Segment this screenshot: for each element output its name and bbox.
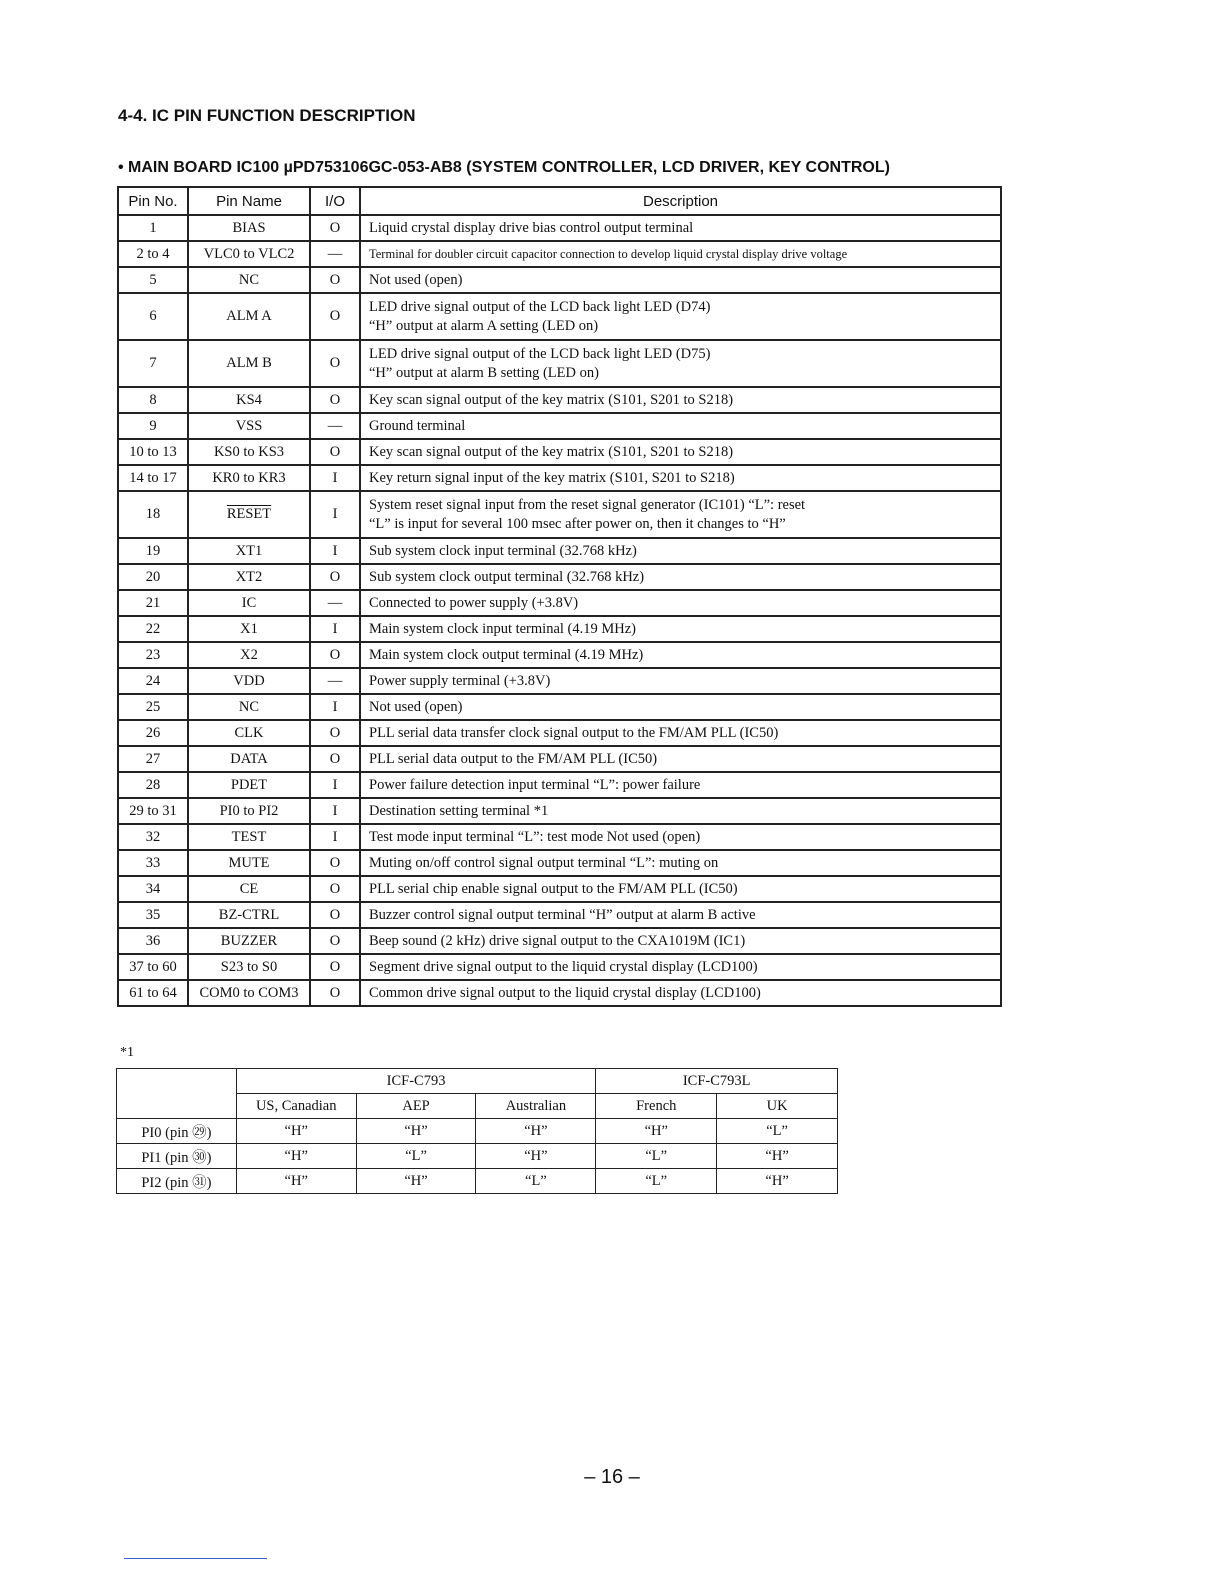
- pin-description: [360, 413, 1001, 439]
- table-row: [118, 215, 1001, 241]
- pin-name: [188, 720, 310, 746]
- table-row: [118, 668, 1001, 694]
- table-row: [118, 616, 1001, 642]
- pin-name-text: CLK: [234, 724, 264, 741]
- description-line: Power supply terminal (+3.8V): [369, 672, 551, 689]
- pin-name-text: BUZZER: [220, 932, 278, 949]
- pin-name-text: DATA: [230, 750, 268, 767]
- pin-name: [188, 980, 310, 1006]
- pin-name-text: COM0 to COM3: [199, 984, 299, 1001]
- pin-name: [188, 293, 310, 340]
- pin-io: O: [310, 902, 360, 928]
- table-row: [118, 590, 1001, 616]
- cell: “L”: [596, 1144, 717, 1169]
- pin-no: 19: [118, 538, 188, 564]
- table-row: [118, 876, 1001, 902]
- pin-name: [188, 824, 310, 850]
- pin-description: [360, 590, 1001, 616]
- pin-name: [188, 902, 310, 928]
- pin-name-text: TEST: [231, 828, 267, 845]
- description-line: Common drive signal output to the liquid crystal display (LCD100): [369, 984, 761, 1001]
- bottom-rule: [124, 1558, 267, 1559]
- page-number: – 16 –: [584, 1466, 640, 1488]
- pin-no: 10 to 13: [118, 439, 188, 465]
- cell: “L”: [717, 1119, 838, 1144]
- table-row: [118, 564, 1001, 590]
- pin-name: [188, 668, 310, 694]
- cell: “L”: [596, 1169, 717, 1194]
- pin-no: 34: [118, 876, 188, 902]
- table-row: [118, 824, 1001, 850]
- pin-name-text: KS0 to KS3: [213, 443, 285, 460]
- model-icf-c793l: ICF-C793L: [596, 1069, 838, 1094]
- pin-name-text: NC: [238, 271, 260, 288]
- pin-io: I: [310, 538, 360, 564]
- footnote-mark: *1: [120, 1045, 134, 1060]
- cell: “H”: [717, 1144, 838, 1169]
- pin-io: O: [310, 439, 360, 465]
- pin-description: [360, 824, 1001, 850]
- pin-io: O: [310, 340, 360, 387]
- section-title: 4-4. IC PIN FUNCTION DESCRIPTION: [118, 106, 416, 125]
- table-row: [118, 980, 1001, 1006]
- pin-description: [360, 465, 1001, 491]
- table-row: [118, 465, 1001, 491]
- pin-description: [360, 902, 1001, 928]
- pin-no: 7: [118, 340, 188, 387]
- pin-name-text: XT1: [235, 542, 263, 559]
- cell: “H”: [236, 1144, 356, 1169]
- pin-name: [188, 241, 310, 267]
- pin-description: [360, 215, 1001, 241]
- cell: “H”: [236, 1169, 356, 1194]
- pin-no: 14 to 17: [118, 465, 188, 491]
- pin-name: [188, 616, 310, 642]
- pin-no: 22: [118, 616, 188, 642]
- header-description: Description: [360, 187, 1001, 215]
- model-icf-c793: ICF-C793: [236, 1069, 596, 1094]
- table-row: [118, 746, 1001, 772]
- pin-name-text: X1: [240, 620, 258, 637]
- pin-io: O: [310, 293, 360, 340]
- pin-no: 37 to 60: [118, 954, 188, 980]
- pin-no: 27: [118, 746, 188, 772]
- pin-io: I: [310, 616, 360, 642]
- pin-description: [360, 616, 1001, 642]
- dest-aep: AEP: [356, 1094, 476, 1119]
- pin-io: —: [310, 413, 360, 439]
- pin-name-text: BZ-CTRL: [218, 906, 280, 923]
- pin-no: 32: [118, 824, 188, 850]
- pin-name-text: S23 to S0: [220, 958, 278, 975]
- description-line: Not used (open): [369, 271, 463, 288]
- table-row: [118, 902, 1001, 928]
- pin-description: [360, 267, 1001, 293]
- pin-name-text: XT2: [235, 568, 263, 585]
- pin-no: 61 to 64: [118, 980, 188, 1006]
- pin-description: [360, 954, 1001, 980]
- pin-no: 6: [118, 293, 188, 340]
- pin-no: 2 to 4: [118, 241, 188, 267]
- description-line: Segment drive signal output to the liquid crystal display (LCD100): [369, 958, 758, 975]
- pin-name-text: RESET: [226, 506, 272, 522]
- pin-no: 21: [118, 590, 188, 616]
- pin-io: O: [310, 928, 360, 954]
- pin-name: [188, 465, 310, 491]
- pin-name: [188, 590, 310, 616]
- pin-no: 26: [118, 720, 188, 746]
- pin-description: [360, 491, 1001, 538]
- pin-io: —: [310, 241, 360, 267]
- header-io: I/O: [310, 187, 360, 215]
- pin-description: [360, 980, 1001, 1006]
- pin-description: [360, 798, 1001, 824]
- cell: “H”: [236, 1119, 356, 1144]
- table-row: [118, 954, 1001, 980]
- pin-table-body: [118, 215, 1001, 1006]
- pin-io: I: [310, 798, 360, 824]
- pin-name-text: X2: [240, 646, 258, 663]
- pin-description: [360, 746, 1001, 772]
- pin-description: [360, 340, 1001, 387]
- pin-io: O: [310, 876, 360, 902]
- description-line: Sub system clock output terminal (32.768 kHz): [369, 568, 645, 585]
- description-line: PLL serial data transfer clock signal output to the FM/AM PLL (IC50): [369, 724, 779, 741]
- pin-description: [360, 694, 1001, 720]
- pin-name-text: MUTE: [228, 854, 270, 871]
- table-row: [118, 340, 1001, 387]
- pin-name-text: NC: [238, 698, 260, 715]
- pin-io: O: [310, 564, 360, 590]
- pin-no: 23: [118, 642, 188, 668]
- pin-no: 24: [118, 668, 188, 694]
- description-line: Buzzer control signal output terminal “H” output at alarm B active: [369, 906, 756, 923]
- pin-io: —: [310, 668, 360, 694]
- description-line: “L” is input for several 100 msec after power on, then it changes to “H”: [369, 515, 786, 532]
- model-header-row: [117, 1069, 838, 1094]
- pin-no: 25: [118, 694, 188, 720]
- pin-name-text: ALM B: [226, 355, 272, 371]
- description-line: Main system clock input terminal (4.19 MHz): [369, 620, 636, 637]
- dest-uk: UK: [717, 1094, 838, 1119]
- table-row: [118, 538, 1001, 564]
- description-line: Key scan signal output of the key matrix (S101, S201 to S218): [369, 443, 734, 460]
- description-line: Terminal for doubler circuit capacitor connection to develop liquid crystal display drive voltage: [369, 246, 848, 261]
- pin-io: O: [310, 980, 360, 1006]
- table-row: [117, 1169, 838, 1194]
- cell: “L”: [476, 1169, 596, 1194]
- cell: “L”: [356, 1144, 476, 1169]
- pin-name: [188, 215, 310, 241]
- table-row: [118, 720, 1001, 746]
- pin-name: [188, 564, 310, 590]
- pin-name: [188, 387, 310, 413]
- pin-name-text: ALM A: [226, 308, 272, 324]
- pin-description: [360, 642, 1001, 668]
- pin-description: [360, 439, 1001, 465]
- table-row: [118, 439, 1001, 465]
- pin-name: [188, 694, 310, 720]
- pin-description: [360, 564, 1001, 590]
- pin-name: [188, 772, 310, 798]
- pin-no: 20: [118, 564, 188, 590]
- pin-no: 8: [118, 387, 188, 413]
- pin-name-text: IC: [241, 594, 257, 611]
- pin-io: O: [310, 850, 360, 876]
- table-row: [117, 1144, 838, 1169]
- pin-description: [360, 928, 1001, 954]
- cell: “H”: [476, 1144, 596, 1169]
- description-line: Muting on/off control signal output terminal “L”: muting on: [369, 854, 719, 871]
- table-row: [118, 798, 1001, 824]
- description-line: Test mode input terminal “L”: test mode Not used (open): [369, 828, 701, 845]
- pin-description: [360, 241, 1001, 267]
- destination-table: [116, 1068, 838, 1194]
- pin-description: [360, 293, 1001, 340]
- table-row: [118, 772, 1001, 798]
- description-line: Power failure detection input terminal “L”: power failure: [369, 776, 701, 793]
- description-line: Liquid crystal display drive bias control output terminal: [369, 219, 694, 236]
- dest-french: French: [596, 1094, 717, 1119]
- pin-no: 33: [118, 850, 188, 876]
- table-row: [118, 491, 1001, 538]
- table-header-row: [118, 187, 1001, 215]
- corner-cell: [117, 1069, 237, 1119]
- description-line: Key scan signal output of the key matrix (S101, S201 to S218): [369, 391, 734, 408]
- description-line: Ground terminal: [369, 417, 466, 434]
- description-line: Sub system clock input terminal (32.768 kHz): [369, 542, 637, 559]
- pin-name: [188, 746, 310, 772]
- cell: “H”: [596, 1119, 717, 1144]
- pin-no: 29 to 31: [118, 798, 188, 824]
- pin-io: O: [310, 954, 360, 980]
- row-label: PI0 (pin ㉙): [117, 1119, 237, 1144]
- pin-no: 36: [118, 928, 188, 954]
- pin-name-text: PI0 to PI2: [219, 802, 279, 819]
- pin-io: O: [310, 267, 360, 293]
- table-row: [118, 850, 1001, 876]
- pin-description: [360, 538, 1001, 564]
- description-line: Beep sound (2 kHz) drive signal output to the CXA1019M (IC1): [369, 932, 746, 949]
- description-line: PLL serial chip enable signal output to the FM/AM PLL (IC50): [369, 880, 738, 897]
- pin-io: I: [310, 491, 360, 538]
- pin-name-text: CE: [239, 880, 259, 897]
- pin-no: 28: [118, 772, 188, 798]
- header-pin-name: Pin Name: [188, 187, 310, 215]
- description-line: PLL serial data output to the FM/AM PLL (IC50): [369, 750, 658, 767]
- pin-name: [188, 491, 310, 538]
- pin-io: O: [310, 746, 360, 772]
- pin-name-text: BIAS: [232, 219, 266, 236]
- pin-io: I: [310, 465, 360, 491]
- description-line: “H” output at alarm B setting (LED on): [369, 364, 599, 381]
- pin-name: [188, 340, 310, 387]
- pin-io: —: [310, 590, 360, 616]
- pin-name: [188, 850, 310, 876]
- pin-name-text: KS4: [236, 391, 262, 408]
- cell: “H”: [356, 1119, 476, 1144]
- table-row: [118, 267, 1001, 293]
- pin-name-text: VSS: [235, 417, 263, 434]
- cell: “H”: [356, 1169, 476, 1194]
- pin-description: [360, 772, 1001, 798]
- description-line: Key return signal input of the key matrix (S101, S201 to S218): [369, 469, 735, 486]
- pin-name-text: VDD: [233, 672, 265, 689]
- pin-name: [188, 876, 310, 902]
- pin-name: [188, 439, 310, 465]
- pin-io: I: [310, 824, 360, 850]
- board-title: • MAIN BOARD IC100 µPD753106GC-053-AB8 (SYSTEM CONTROLLER, LCD DRIVER, KEY CONTROL): [118, 159, 890, 176]
- pin-name-text: KR0 to KR3: [212, 469, 286, 486]
- pin-no: 18: [118, 491, 188, 538]
- table-row: [118, 293, 1001, 340]
- pin-description: [360, 720, 1001, 746]
- table-row: [118, 694, 1001, 720]
- row-label: PI2 (pin ㉛): [117, 1169, 237, 1194]
- pin-name: [188, 798, 310, 824]
- pin-description: [360, 668, 1001, 694]
- description-line: LED drive signal output of the LCD back light LED (D74): [369, 298, 711, 315]
- dest-us-canadian: US, Canadian: [236, 1094, 356, 1119]
- pin-name: [188, 954, 310, 980]
- pin-name: [188, 928, 310, 954]
- pin-no: 9: [118, 413, 188, 439]
- pin-io: O: [310, 387, 360, 413]
- pin-io: I: [310, 772, 360, 798]
- description-line: System reset signal input from the reset signal generator (IC101) “L”: reset: [369, 496, 806, 513]
- table-row: [118, 241, 1001, 267]
- pin-function-table: [117, 186, 1002, 1007]
- pin-name-text: PDET: [230, 776, 268, 793]
- cell: “H”: [476, 1119, 596, 1144]
- pin-io: I: [310, 694, 360, 720]
- description-line: LED drive signal output of the LCD back light LED (D75): [369, 345, 711, 362]
- description-line: Destination setting terminal *1: [369, 802, 549, 819]
- pin-description: [360, 387, 1001, 413]
- pin-io: O: [310, 642, 360, 668]
- table-row: [117, 1119, 838, 1144]
- pin-name: [188, 538, 310, 564]
- pin-io: O: [310, 720, 360, 746]
- table-row: [118, 413, 1001, 439]
- table-row: [118, 642, 1001, 668]
- table-row: [118, 387, 1001, 413]
- description-line: “H” output at alarm A setting (LED on): [369, 317, 599, 334]
- pin-name-text: VLC0 to VLC2: [203, 245, 295, 262]
- pin-description: [360, 850, 1001, 876]
- description-line: Not used (open): [369, 698, 463, 715]
- pin-name: [188, 642, 310, 668]
- pin-no: 5: [118, 267, 188, 293]
- table-row: [118, 928, 1001, 954]
- dest-australian: Australian: [476, 1094, 596, 1119]
- row-label: PI1 (pin ㉚): [117, 1144, 237, 1169]
- pin-no: 1: [118, 215, 188, 241]
- pin-name: [188, 413, 310, 439]
- description-line: Main system clock output terminal (4.19 MHz): [369, 646, 644, 663]
- header-pin-no: Pin No.: [118, 187, 188, 215]
- pin-io: O: [310, 215, 360, 241]
- pin-name: [188, 267, 310, 293]
- pin-description: [360, 876, 1001, 902]
- description-line: Connected to power supply (+3.8V): [369, 594, 579, 611]
- pin-no: 35: [118, 902, 188, 928]
- cell: “H”: [717, 1169, 838, 1194]
